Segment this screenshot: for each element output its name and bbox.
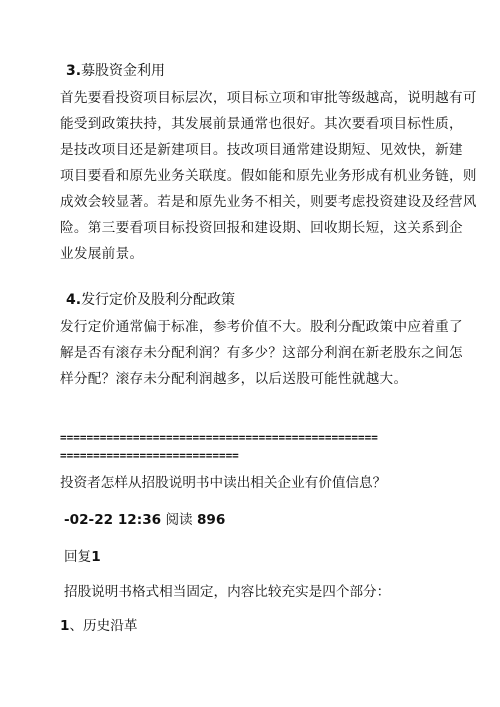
list-item-history <box>60 618 137 634</box>
separator-line: =========================== <box>60 449 239 462</box>
paragraph-line: 首先要看投资项目标层次，项目标立项和审批等级越高，说明越有可 <box>60 90 477 106</box>
article-intro: 招股说明书格式相当固定，内容比较充实是四个部分： <box>64 584 391 600</box>
section-4-number: 4. <box>66 292 82 308</box>
article-meta <box>64 512 225 528</box>
article-question: 投资者怎样从招股说明书中读出相关企业有价值信息？ <box>60 475 387 491</box>
reply-number: 1 <box>91 549 101 565</box>
paragraph-line: 险。第三要看项目标投资回报和建设期、回收期长短，这关系到企 <box>60 220 463 236</box>
reply-text: 回复 <box>64 549 92 565</box>
separator-rule <box>60 429 460 465</box>
list-item-text: 、历史沿革 <box>69 618 138 634</box>
section-4-paragraph <box>60 314 463 392</box>
section-3-number: 3. <box>66 63 82 79</box>
reply-label <box>64 549 101 565</box>
paragraph-line: 业发展前景。 <box>60 246 144 262</box>
list-item-number: 1 <box>60 618 70 634</box>
section-3-title: 募股资金利用 <box>81 63 166 79</box>
paragraph-line: 样分配？滚存未分配利润越多，以后送股可能性就越大。 <box>60 371 408 387</box>
paragraph-line: 项目要看和原先业务关联度。假如能和原先业务形成有机业务链，则 <box>60 168 477 184</box>
paragraph-line: 解是否有滚存未分配利润？有多少？这部分利润在新老股东之间怎 <box>60 345 463 361</box>
separator-line: ================================================ <box>60 431 378 444</box>
section-3-heading <box>66 63 165 79</box>
section-4-heading <box>66 292 235 308</box>
paragraph-line: 是技改项目还是新建项目。技改项目通常建设期短、见效快，新建 <box>60 142 463 158</box>
paragraph-line: 成效会较显著。若是和原先业务不相关，则要考虑投资建设及经营风 <box>60 194 477 210</box>
read-label: 阅读 <box>165 512 193 528</box>
section-4-title: 发行定价及股利分配政策 <box>81 292 236 308</box>
paragraph-line: 能受到政策扶持，其发展前景通常也很好。其次要看项目标性质， <box>60 116 463 132</box>
article-date: -02-22 12:36 <box>64 512 162 528</box>
section-3-paragraph <box>60 85 477 267</box>
paragraph-line: 发行定价通常偏于标准，参考价值不大。股利分配政策中应着重了 <box>60 319 463 335</box>
read-count: 896 <box>196 512 226 528</box>
